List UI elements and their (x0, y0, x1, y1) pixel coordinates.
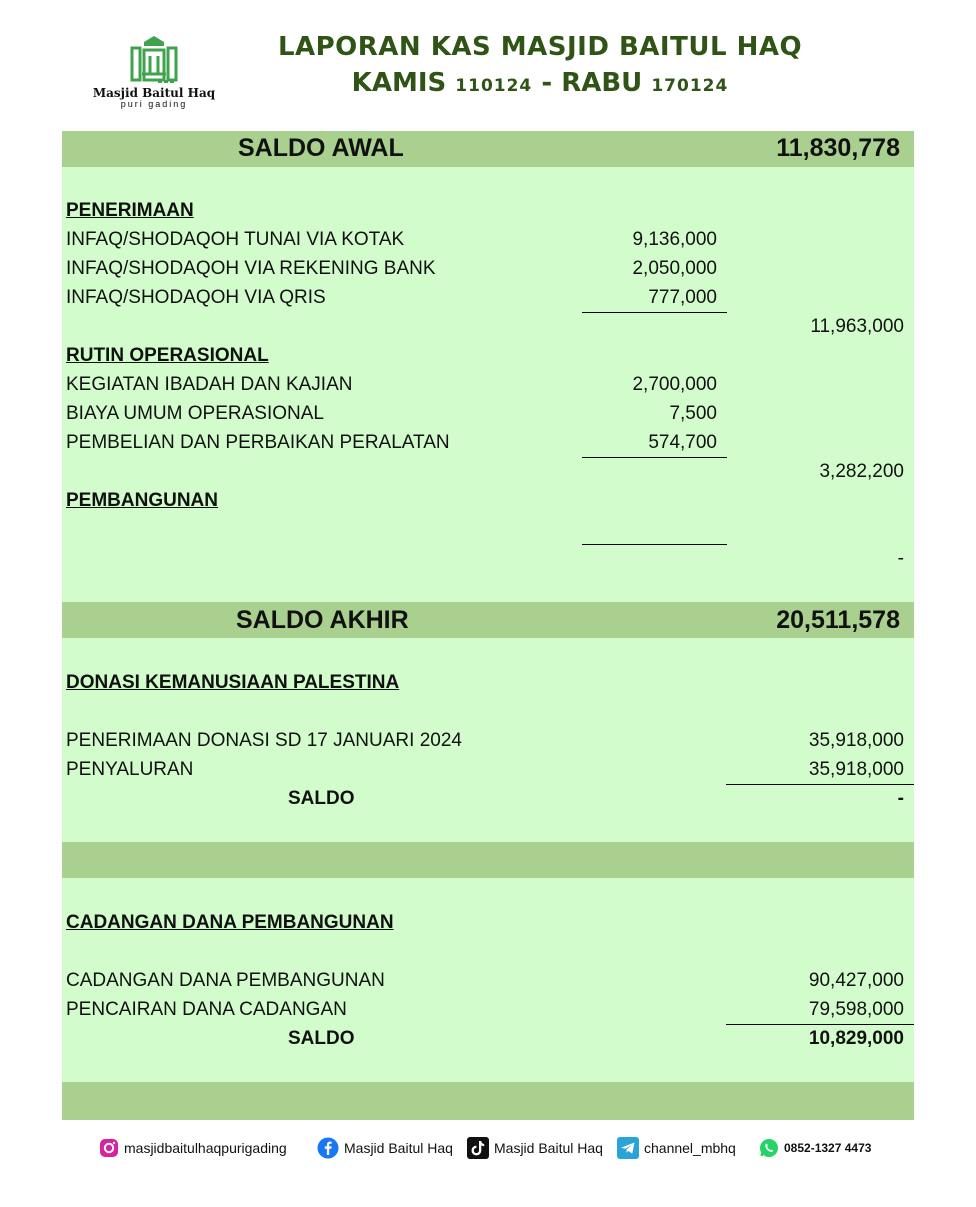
item-value: 2,050,000 (632, 258, 717, 279)
item-label: BIAYA UMUM OPERASIONAL (66, 403, 324, 424)
period-date-start: 110124 (455, 76, 533, 96)
penerimaan-total-row (66, 316, 904, 345)
saldo-awal-label: SALDO AWAL (238, 134, 404, 162)
cadangan-heading: CADANGAN DANA PEMBANGUNAN (66, 912, 394, 933)
palestina-heading-row (66, 672, 904, 701)
item-value: 35,918,000 (808, 730, 904, 751)
item-value: 9,136,000 (632, 229, 717, 250)
facebook-icon (317, 1137, 339, 1159)
cadangan-saldo-label: SALDO (288, 1028, 355, 1049)
pembangunan-total: - (897, 548, 904, 569)
rutin-total-row (66, 461, 904, 490)
logo-subtitle: puri gading (120, 99, 188, 109)
period-day-start: KAMIS (351, 68, 447, 98)
instagram-icon (99, 1138, 119, 1158)
pembangunan-total-row (66, 548, 904, 577)
item-label: CADANGAN DANA PEMBANGUNAN (66, 970, 385, 991)
item-label: KEGIATAN IBADAH DAN KAJIAN (66, 374, 353, 395)
mosque-logo-icon (128, 34, 180, 84)
subtotal-line (726, 1024, 914, 1025)
penerimaan-total: 11,963,000 (810, 316, 904, 337)
item-label: PENERIMAAN DONASI SD 17 JANUARI 2024 (66, 730, 462, 751)
rutin-heading: RUTIN OPERASIONAL (66, 345, 269, 366)
period-day-end: RABU (561, 68, 643, 98)
table-row (66, 287, 904, 316)
item-label: INFAQ/SHODAQOH VIA REKENING BANK (66, 258, 436, 279)
item-label: PENYALURAN (66, 759, 194, 780)
instagram-link[interactable] (99, 1136, 287, 1160)
item-label: INFAQ/SHODAQOH VIA QRIS (66, 287, 326, 308)
mosque-logo (92, 34, 216, 114)
cadangan-heading-row (66, 912, 904, 941)
rutin-heading-row (66, 345, 904, 374)
palestina-saldo-value: - (897, 788, 904, 809)
saldo-awal-row (66, 134, 904, 163)
tiktok-icon (467, 1137, 489, 1159)
telegram-icon (617, 1137, 639, 1159)
tiktok-handle: Masjid Baitul Haq (494, 1140, 603, 1156)
whatsapp-number: 0852-1327 4473 (784, 1141, 872, 1155)
item-value: 2,700,000 (632, 374, 717, 395)
item-value: 35,918,000 (808, 759, 904, 780)
subtotal-line (582, 312, 727, 313)
palestina-heading: DONASI KEMANUSIAAN PALESTINA (66, 672, 400, 693)
penerimaan-heading-row (66, 200, 904, 229)
saldo-akhir-value: 20,511,578 (776, 606, 900, 634)
subtotal-line (726, 784, 914, 785)
item-value: 574,700 (648, 432, 717, 453)
saldo-akhir-label: SALDO AKHIR (236, 606, 409, 634)
item-value: 90,427,000 (808, 970, 904, 991)
table-row (66, 403, 904, 432)
instagram-handle: masjidbaitulhaqpurigading (124, 1140, 287, 1156)
pembangunan-heading: PEMBANGUNAN (66, 490, 218, 511)
telegram-link[interactable] (617, 1136, 736, 1160)
table-row (66, 432, 904, 461)
item-label: PEMBELIAN DAN PERBAIKAN PERALATAN (66, 432, 450, 453)
social-footer (0, 1136, 976, 1162)
item-label: PENCAIRAN DANA CADANGAN (66, 999, 347, 1020)
whatsapp-icon (759, 1138, 779, 1158)
facebook-handle: Masjid Baitul Haq (344, 1140, 453, 1156)
separator-band (62, 842, 914, 878)
subtotal-line (582, 544, 727, 545)
palestina-saldo-row (66, 788, 904, 817)
table-row (66, 970, 904, 999)
pembangunan-heading-row (66, 490, 904, 519)
cadangan-saldo-row (66, 1028, 904, 1057)
item-label: INFAQ/SHODAQOH TUNAI VIA KOTAK (66, 229, 405, 250)
telegram-handle: channel_mbhq (644, 1140, 736, 1156)
subtotal-line (582, 457, 727, 458)
table-row (66, 374, 904, 403)
table-row (66, 258, 904, 287)
palestina-saldo-label: SALDO (288, 788, 355, 809)
rutin-total: 3,282,200 (819, 461, 904, 482)
period-date-end: 170124 (651, 76, 729, 96)
table-row (66, 730, 904, 759)
bottom-band (62, 1082, 914, 1120)
cadangan-saldo-value: 10,829,000 (808, 1028, 904, 1049)
saldo-awal-value: 11,830,778 (776, 134, 900, 162)
saldo-akhir-row (66, 606, 904, 635)
item-value: 7,500 (669, 403, 717, 424)
tiktok-link[interactable] (467, 1136, 603, 1160)
item-value: 777,000 (648, 287, 717, 308)
report-period (250, 68, 830, 98)
facebook-link[interactable] (317, 1136, 453, 1160)
report-title: LAPORAN KAS MASJID BAITUL HAQ (277, 32, 803, 62)
whatsapp-link[interactable] (759, 1136, 871, 1160)
period-separator: - (541, 68, 553, 98)
table-row (66, 229, 904, 258)
penerimaan-heading: PENERIMAAN (66, 200, 194, 221)
logo-name: Masjid Baitul Haq (92, 86, 216, 100)
item-value: 79,598,000 (808, 999, 904, 1020)
